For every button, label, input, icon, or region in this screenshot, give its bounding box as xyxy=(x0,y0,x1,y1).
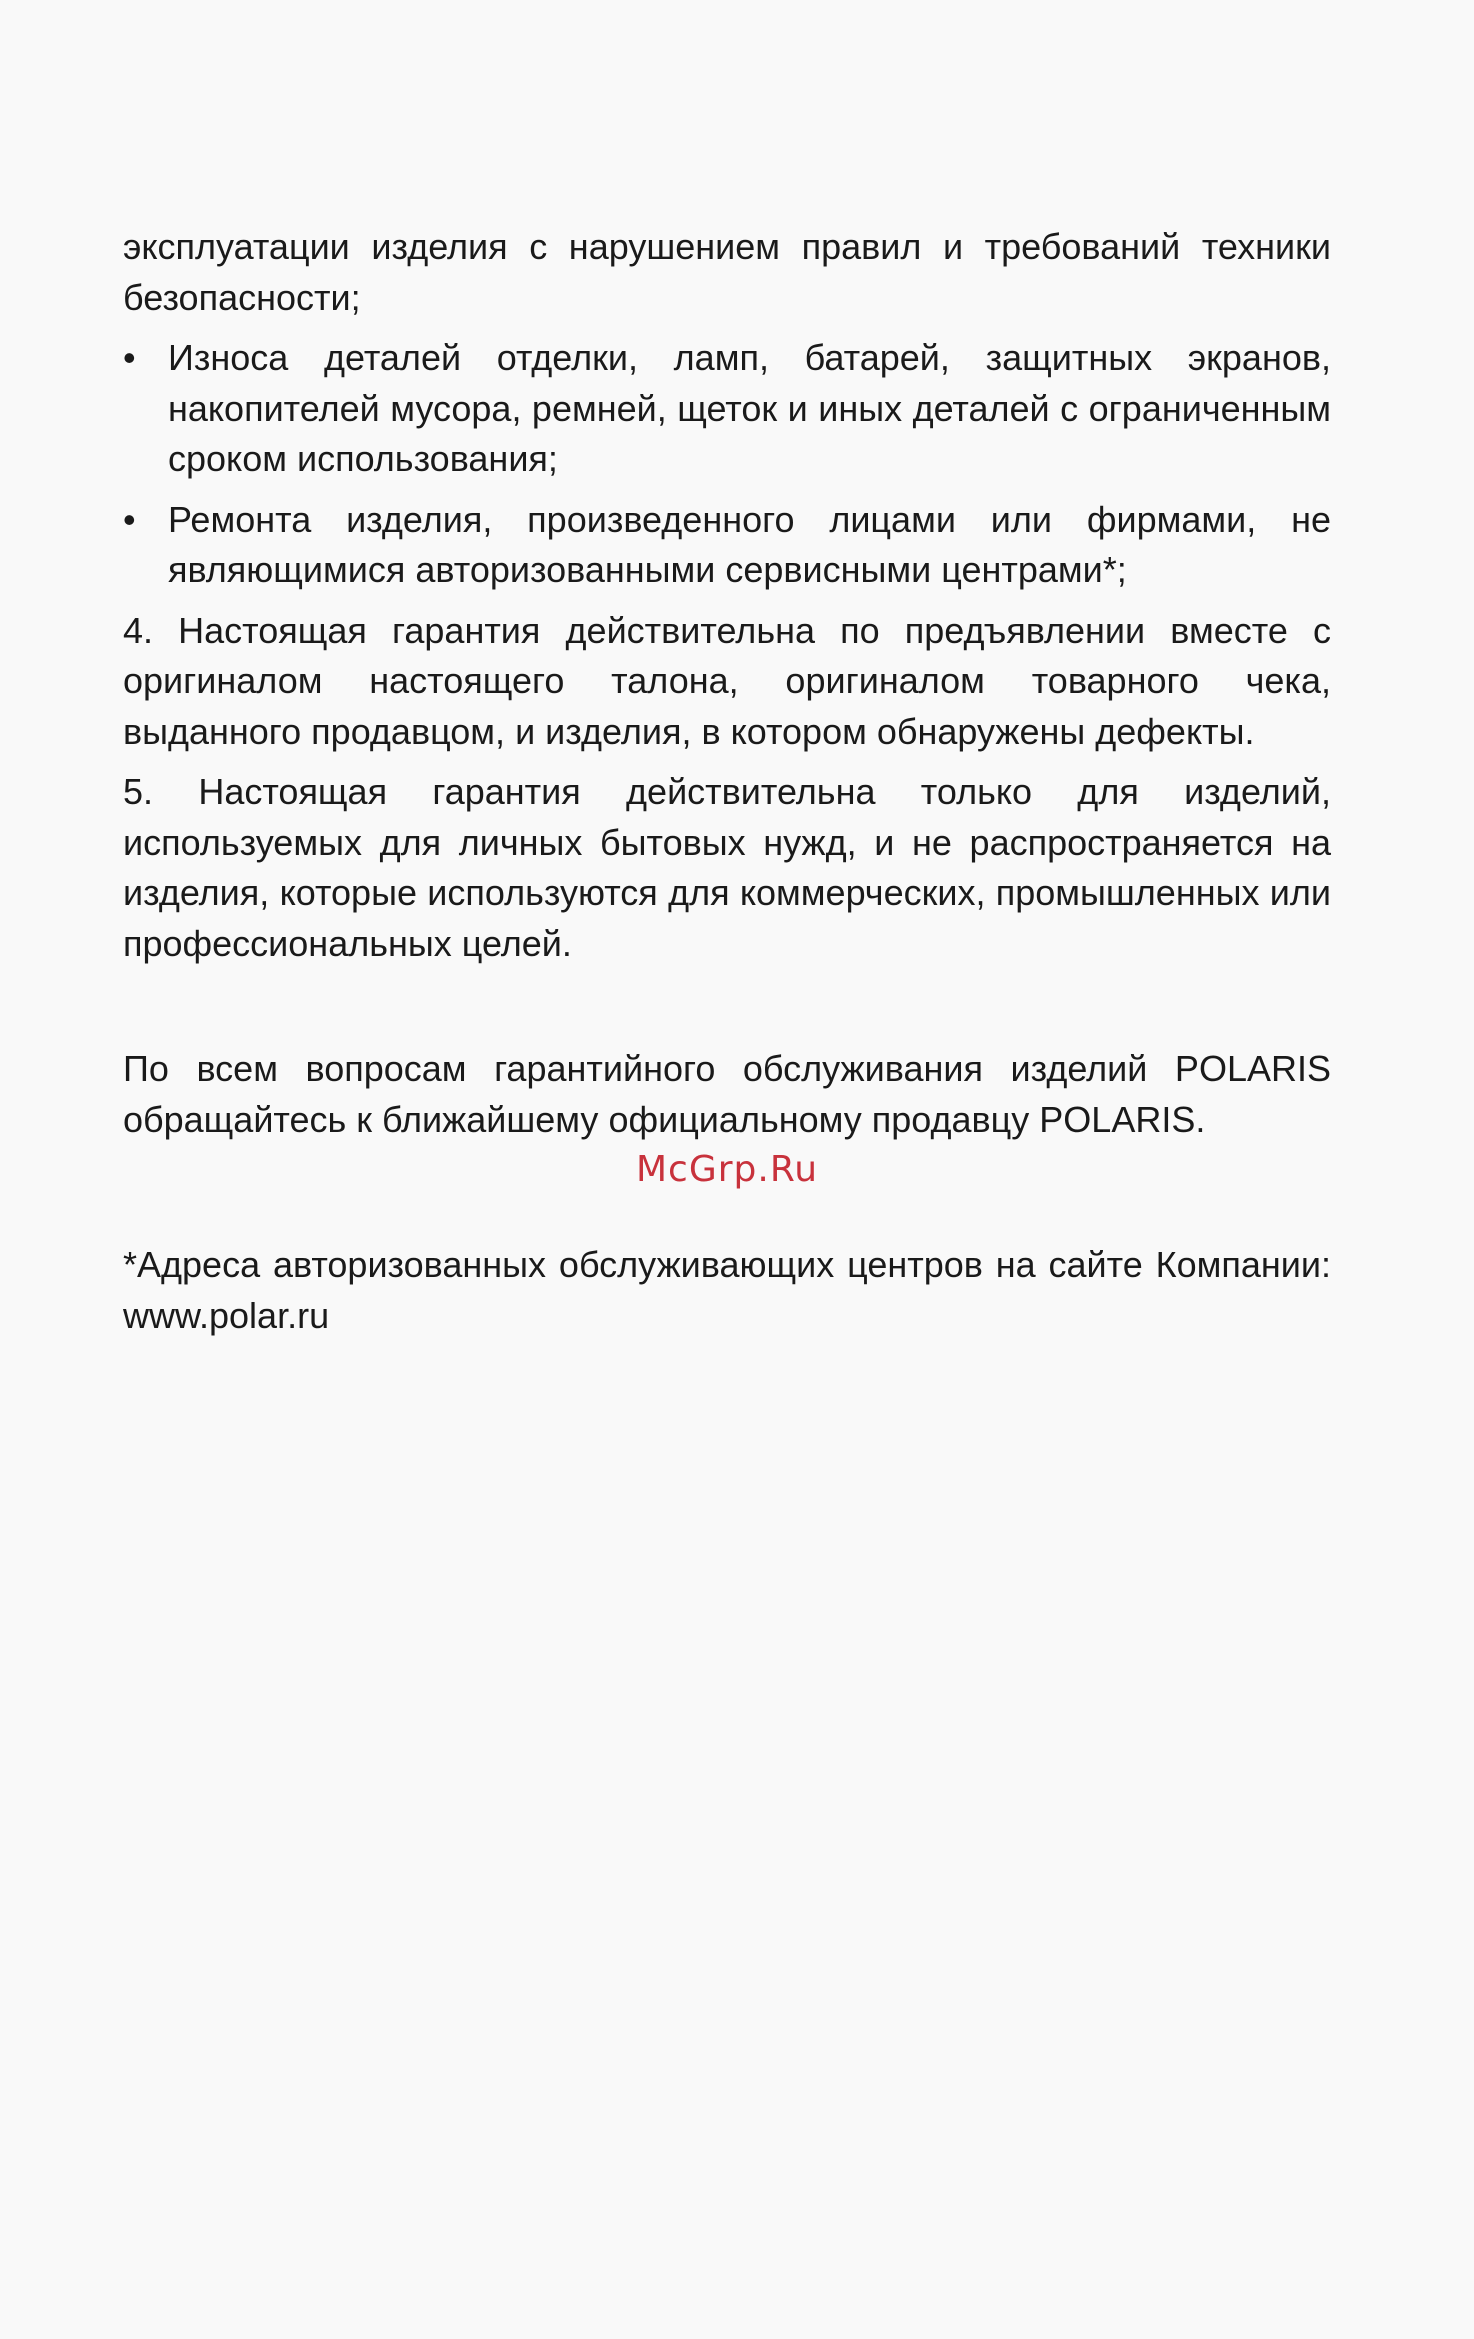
bullet-item-repair xyxy=(123,495,1331,596)
paragraph-contact: По всем вопросам гарантийного обслуживания изделий POLARIS обращайтесь к ближайшему официальному продавцу POLARIS. xyxy=(123,1048,1331,1140)
bullet-text-repair: Ремонта изделия, произведенного лицами или фирмами, не являющимися авторизованными сервисными центрами*; xyxy=(168,498,1331,590)
paragraph-intro: эксплуатации изделия с нарушением правил и требований техники безопасности; xyxy=(123,226,1331,318)
bullet-marker: • xyxy=(123,498,136,540)
watermark-text: McGrp.Ru xyxy=(635,1149,819,1190)
paragraph-item-5: 5. Настоящая гарантия действительна только для изделий, используемых для личных бытовых нужд, и не распространяется на изделия, которые используются для коммерческих, промышленных или профессиональных целей. xyxy=(123,771,1331,964)
bullet-item-wear xyxy=(123,333,1331,485)
paragraph-footnote: *Адреса авторизованных обслуживающих центров на сайте Компании: www.polar.ru xyxy=(123,1244,1331,1336)
bullet-text-wear: Износа деталей отделки, ламп, батарей, защитных экранов, накопителей мусора, ремней, щеток и иных деталей с ограниченным сроком использования; xyxy=(168,337,1331,479)
bullet-marker: • xyxy=(123,337,136,378)
paragraph-item-4: 4. Настоящая гарантия действительна по предъявлении вместе с оригиналом настоящего талона, оригиналом товарного чека, выданного продавцом, и изделия, в котором обнаружены дефекты. xyxy=(123,609,1331,752)
document-page xyxy=(123,222,1331,1341)
